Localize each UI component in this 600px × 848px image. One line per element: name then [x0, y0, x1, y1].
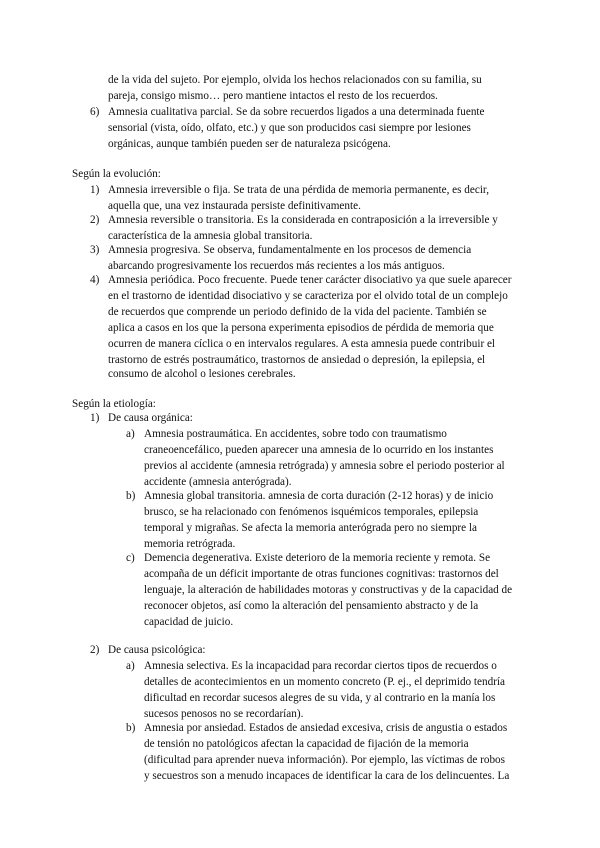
text-line: reconocer objetos, así como la alteración del pensamiento abstracto y de la [144, 600, 479, 612]
section-heading-etiologia: Según la etiología: [72, 398, 156, 410]
list-number: 6) [90, 106, 100, 118]
text-line: orgánicas, aunque también pueden ser de naturaleza psicógena. [108, 138, 391, 150]
list-letter: a) [126, 660, 135, 672]
text-line: Amnesia cualitativa parcial. Se da sobre recuerdos ligados a una determinada fuente [108, 106, 485, 118]
text-line: Amnesia progresiva. Se observa, fundamentalmente en los procesos de demencia [108, 244, 472, 256]
text-line: memoria retrógrada. [144, 538, 236, 550]
subsection-label-organica: De causa orgánica: [108, 412, 193, 424]
list-number: 4) [90, 274, 100, 286]
text-line: Amnesia periódica. Poco frecuente. Puede tener carácter disociativo ya que suele aparecer [108, 274, 512, 286]
list-number: 2) [90, 214, 100, 226]
text-line: Amnesia irreversible o fija. Se trata de una pérdida de memoria permanente, es decir, [108, 184, 490, 196]
list-number: 3) [90, 244, 100, 256]
text-line: Amnesia por ansiedad. Estados de ansiedad excesiva, crisis de angustia o estados [144, 722, 508, 734]
text-line: temporal y migrañas. Se afecta la memoria anterógrada pero no siempre la [144, 522, 477, 534]
list-letter: c) [126, 552, 135, 564]
subsection-label-psicologica: De causa psicológica: [108, 644, 206, 656]
text-line: en el trastorno de identidad disociativo y se caracteriza por el olvido total de un complejo [108, 290, 508, 302]
text-line: capacidad de juicio. [144, 616, 234, 628]
text-line: sensorial (vista, oído, olfato, etc.) y que son producidos casi siempre por lesiones [108, 122, 471, 134]
list-number: 1) [90, 412, 100, 424]
list-letter: a) [126, 428, 135, 440]
text-line: pareja, consigo mismo… pero mantiene intactos el resto de los recuerdos. [108, 90, 438, 102]
text-line: Demencia degenerativa. Existe deterioro de la memoria reciente y remota. Se [144, 552, 491, 564]
text-line: sucesos penosos no se recordarían). [144, 708, 304, 720]
text-line: de recuerdos que comprende un periodo definido de la vida del paciente. También se [108, 306, 487, 318]
text-line: acompaña de un déficit importante de otras funciones cognitivas: trastornos del [144, 568, 499, 580]
text-line: consumo de alcohol o lesiones cerebrales. [108, 368, 296, 380]
list-number: 2) [90, 644, 100, 656]
text-line: aquella que, una vez instaurada persiste definitivamente. [108, 200, 361, 212]
section-heading-evolucion: Según la evolución: [72, 168, 161, 180]
text-line: ocurren de manera cíclica o en intervalos regulares. A esta amnesia puede contribuir el [108, 338, 496, 350]
text-line: (dificultad para aprender nueva información). Por ejemplo, las víctimas de robos [144, 754, 505, 766]
text-line: y secuestros son a menudo incapaces de identificar la cara de los delincuentes. La [144, 770, 510, 782]
text-line: abarcando progresivamente los recuerdos más recientes a los más antiguos. [108, 260, 445, 272]
text-line: previos al accidente (amnesia retrógrada) y amnesia sobre el periodo posterior al [144, 460, 505, 472]
text-line: Amnesia reversible o transitoria. Es la considerada en contraposición a la irreversible y [108, 214, 498, 226]
text-line: dificultad en recordar sucesos alegres de su vida, y al contrario en la manía los [144, 692, 496, 704]
text-line: craneoencefálico, pueden aparecer una amnesia de lo ocurrido en los instantes [144, 444, 494, 456]
list-letter: b) [126, 722, 136, 734]
text-line: trastorno de estrés postraumático, trastornos de ansiedad o depresión, la epilepsia, el [108, 354, 486, 366]
text-line: de la vida del sujeto. Por ejemplo, olvida los hechos relacionados con su familia, su [108, 74, 482, 86]
text-line: de tensión no patológicos afectan la capacidad de fijación de la memoria [144, 738, 469, 750]
text-line: accidente (amnesia anterógrada). [144, 476, 292, 488]
text-line: brusco, se ha relacionado con fenómenos isquémicos temporales, epilepsia [144, 506, 479, 518]
text-line: Amnesia postraumática. En accidentes, sobre todo con traumatismo [144, 428, 447, 440]
text-line: Amnesia global transitoria. amnesia de corta duración (2-12 horas) y de inicio [144, 490, 494, 502]
text-line: lenguaje, la alteración de habilidades motoras y constructivas y de la capacidad de [144, 584, 513, 596]
text-line: aplica a casos en los que la persona experimenta episodios de pérdida de memoria que [108, 322, 494, 334]
text-line: detalles de acontecimientos en un momento concreto (P. ej., el deprimido tendría [144, 676, 505, 688]
text-line: Amnesia selectiva. Es la incapacidad para recordar ciertos tipos de recuerdos o [144, 660, 497, 672]
list-number: 1) [90, 184, 100, 196]
list-letter: b) [126, 490, 136, 502]
text-line: característica de la amnesia global transitoria. [108, 230, 313, 242]
